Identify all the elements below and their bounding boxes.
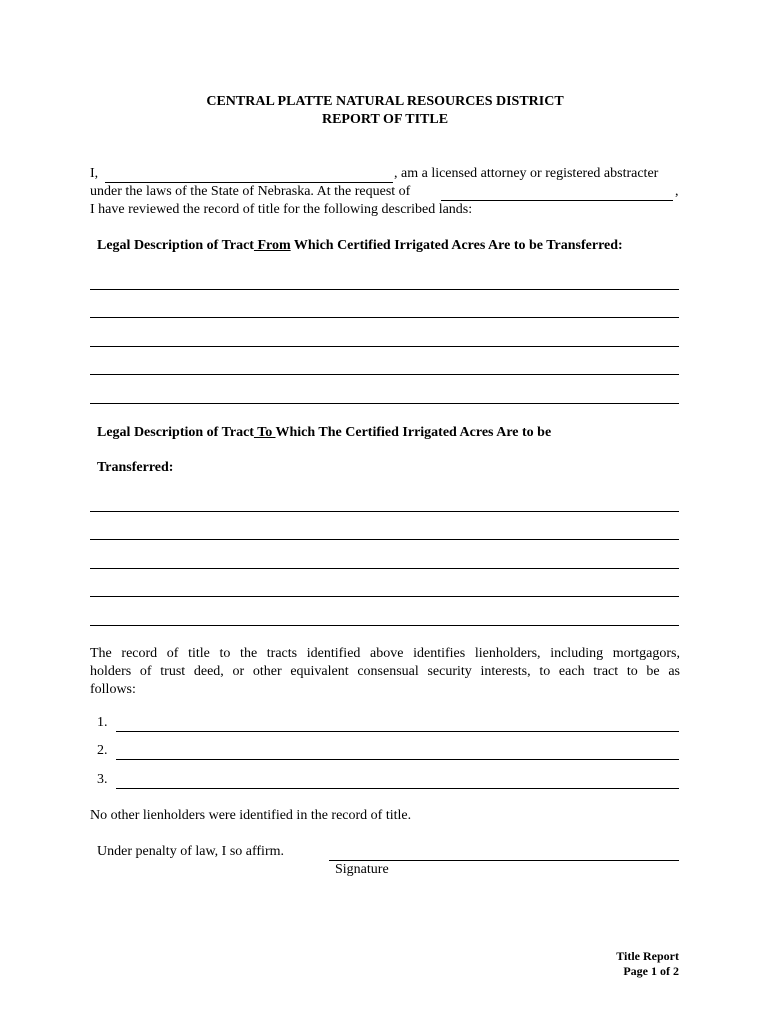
from-description-line-4[interactable] (90, 374, 679, 375)
from-description-line-2[interactable] (90, 317, 679, 318)
intro-line2: under the laws of the State of Nebraska. At the request of (90, 184, 411, 199)
from-description-line-1[interactable] (90, 289, 679, 290)
organization-title: CENTRAL PLATTE NATURAL RESOURCES DISTRICT (206, 94, 564, 109)
intro-i: I, (90, 166, 99, 181)
to-description-line-1[interactable] (90, 511, 679, 512)
to-section-heading (97, 425, 551, 441)
lienholder-number: 3. (97, 772, 108, 787)
lienholder-field-3[interactable] (116, 788, 679, 789)
intro-comma: , (675, 184, 679, 199)
attorney-name-field[interactable] (105, 182, 393, 183)
to-section-heading-line2: Transferred: (97, 460, 174, 475)
to-description-line-4[interactable] (90, 596, 679, 597)
attorney-text: , am a licensed attorney or registered abstracter (394, 166, 659, 181)
lienholders-paragraph-line3: follows: (90, 682, 136, 697)
lienholders-paragraph-line2: holders of trust deed, or other equivalent consensual security interests, to each tract to be as (90, 664, 680, 679)
footer-title: Title Report (616, 949, 679, 963)
from-heading-pre: Legal Description of Tract (97, 238, 254, 253)
lienholders-paragraph-line1: The record of title to the tracts identified above identifies lienholders, including mortgagors, (90, 646, 680, 661)
lienholder-field-1[interactable] (116, 731, 679, 732)
affirm-statement: Under penalty of law, I so affirm. (97, 844, 284, 859)
requester-field[interactable] (441, 200, 673, 201)
from-section-heading (97, 238, 623, 254)
no-other-lienholders: No other lienholders were identified in the record of title. (90, 808, 412, 823)
signature-label: Signature (335, 862, 389, 877)
to-description-line-2[interactable] (90, 539, 679, 540)
signature-field[interactable] (329, 860, 679, 861)
footer-page-number: Page 1 of 2 (623, 964, 679, 978)
to-heading-pre: Legal Description of Tract (97, 425, 254, 440)
from-description-line-5[interactable] (90, 403, 679, 404)
from-description-line-3[interactable] (90, 346, 679, 347)
lienholder-number: 1. (97, 715, 108, 730)
page-title: REPORT OF TITLE (321, 112, 449, 127)
to-heading-post: Which The Certified Irrigated Acres Are to be (275, 425, 552, 440)
lienholder-field-2[interactable] (116, 759, 679, 760)
to-description-line-3[interactable] (90, 568, 679, 569)
to-description-line-5[interactable] (90, 625, 679, 626)
intro-line3: I have reviewed the record of title for the following described lands: (90, 202, 473, 217)
from-keyword: From (253, 238, 291, 253)
to-keyword: To (253, 425, 276, 440)
lienholder-number: 2. (97, 743, 108, 758)
from-heading-post: Which Certified Irrigated Acres Are to be Transferred: (290, 238, 623, 253)
